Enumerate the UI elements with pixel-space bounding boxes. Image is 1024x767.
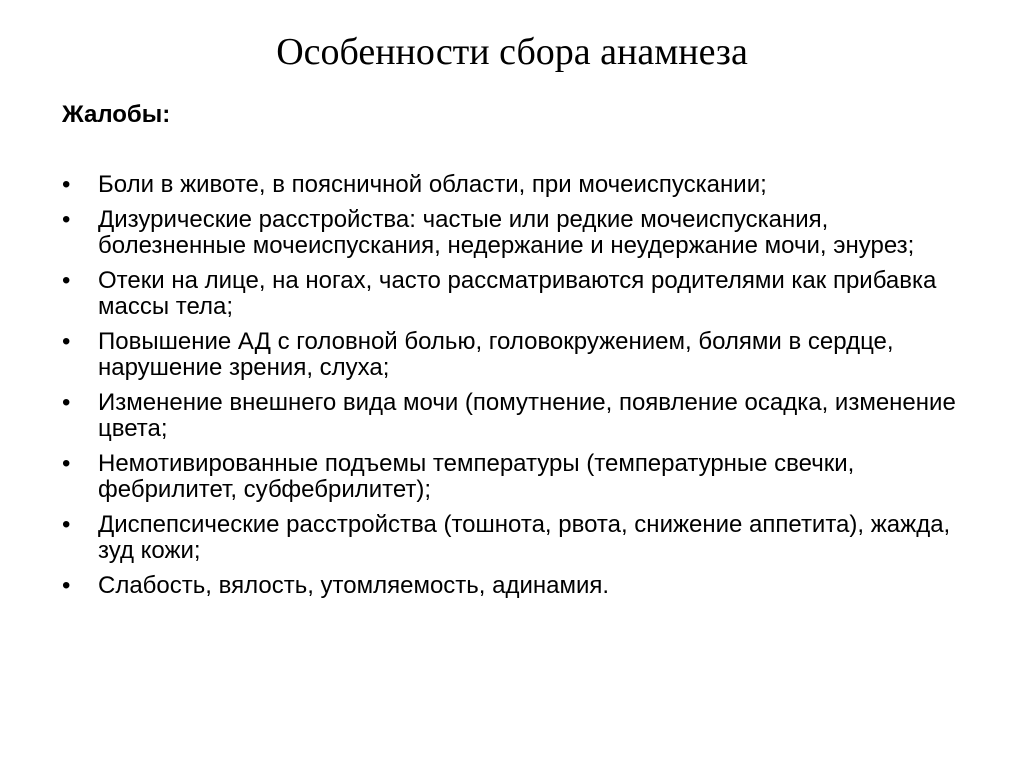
list-item [62, 451, 962, 503]
list-item [62, 207, 962, 259]
list-item-text: Боли в животе, в поясничной области, при мочеиспускании; [98, 171, 767, 198]
complaints-heading: Жалобы: [62, 101, 171, 128]
bullet-icon: • [62, 572, 71, 599]
slide-title: Особенности сбора анамнеза [276, 31, 748, 73]
list-item [62, 390, 962, 442]
list-item-text: Дизурические расстройства: частые или редкие мочеиспускания, болезненные мочеиспускания, недержание и неудержание мочи, энурез; [98, 206, 915, 259]
bullet-icon: • [62, 206, 71, 233]
list-item [62, 268, 962, 320]
list-item [62, 329, 962, 381]
list-item-text: Немотивированные подъемы температуры (температурные свечки, фебрилитет, субфебрилитет); [98, 450, 855, 503]
bullet-icon: • [62, 267, 71, 294]
bullet-icon: • [62, 450, 71, 477]
bullet-icon: • [62, 328, 71, 355]
bullet-icon: • [62, 511, 71, 538]
list-item-text: Слабость, вялость, утомляемость, адинамия. [98, 572, 610, 599]
list-item [62, 172, 962, 198]
list-item-text: Диспепсические расстройства (тошнота, рвота, снижение аппетита), жажда, зуд кожи; [98, 511, 951, 564]
complaints-list [62, 172, 962, 608]
list-item-text: Отеки на лице, на ногах, часто рассматриваются родителями как прибавка массы тела; [98, 267, 937, 320]
bullet-icon: • [62, 389, 71, 416]
list-item [62, 512, 962, 564]
list-item-text: Изменение внешнего вида мочи (помутнение, появление осадка, изменение цвета; [98, 389, 956, 442]
list-item [62, 573, 962, 599]
list-item-text: Повышение АД с головной болью, головокружением, болями в сердце, нарушение зрения, слуха; [98, 328, 894, 381]
bullet-icon: • [62, 171, 71, 198]
